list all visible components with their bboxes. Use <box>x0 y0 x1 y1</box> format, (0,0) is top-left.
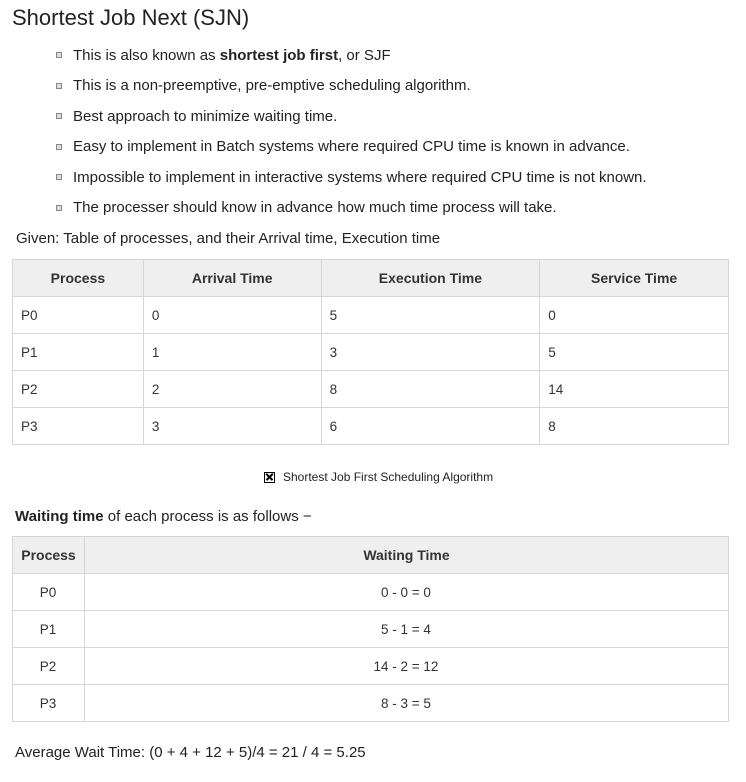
given-text: Given: Table of processes, and their Arrival time, Execution time <box>16 230 441 247</box>
bullet-text: This is also known as shortest job first, or SJF <box>73 46 391 64</box>
bullet-text: Impossible to implement in interactive systems where required CPU time is not known. <box>73 168 647 186</box>
table-cell: P1 <box>13 611 85 648</box>
table-cell: 0 - 0 = 0 <box>84 574 728 611</box>
table-row <box>13 648 729 685</box>
column-header: Arrival Time <box>143 260 321 297</box>
waiting-time-table <box>12 536 729 722</box>
average-wait-time: Average Wait Time: (0 + 4 + 12 + 5)/4 = 21 / 4 = 5.25 <box>15 744 366 761</box>
bullet-list <box>56 40 647 223</box>
table-row <box>13 408 729 445</box>
table-row <box>13 334 729 371</box>
table-cell: 14 <box>540 371 729 408</box>
column-header: Process <box>13 260 144 297</box>
bullet-icon <box>56 52 62 58</box>
table-row <box>13 685 729 722</box>
table-cell: P0 <box>13 297 144 334</box>
image-alt-text: Shortest Job First Scheduling Algorithm <box>283 470 494 484</box>
table-row <box>13 611 729 648</box>
table-cell: 6 <box>321 408 540 445</box>
list-item <box>56 40 647 71</box>
column-header: Process <box>13 537 85 574</box>
table-cell: 5 <box>540 334 729 371</box>
table-cell: P1 <box>13 334 144 371</box>
list-item <box>56 193 647 224</box>
table-cell: 3 <box>143 408 321 445</box>
list-item <box>56 71 647 102</box>
bullet-text: This is a non-preemptive, pre-emptive scheduling algorithm. <box>73 77 471 95</box>
process-table <box>12 259 729 445</box>
broken-image-caption <box>264 470 493 484</box>
list-item <box>56 101 647 132</box>
table-cell: 8 <box>540 408 729 445</box>
table-cell: 8 <box>321 371 540 408</box>
list-item <box>56 162 647 193</box>
column-header: Execution Time <box>321 260 540 297</box>
bullet-icon <box>56 205 62 211</box>
table-cell: 0 <box>540 297 729 334</box>
table-row <box>13 371 729 408</box>
table-cell: 8 - 3 = 5 <box>84 685 728 722</box>
column-header: Service Time <box>540 260 729 297</box>
table-cell: 2 <box>143 371 321 408</box>
bullet-icon <box>56 113 62 119</box>
bullet-icon <box>56 144 62 150</box>
table-row <box>13 574 729 611</box>
bullet-text: The processer should know in advance how much time process will take. <box>73 199 557 217</box>
bullet-icon <box>56 174 62 180</box>
table-header-row <box>13 260 729 297</box>
table-cell: P3 <box>13 685 85 722</box>
bullet-text: Easy to implement in Batch systems where required CPU time is known in advance. <box>73 138 630 156</box>
page-title: Shortest Job Next (SJN) <box>12 5 250 30</box>
table-cell: 5 <box>321 297 540 334</box>
bullet-icon <box>56 83 62 89</box>
table-cell: P3 <box>13 408 144 445</box>
table-cell: P0 <box>13 574 85 611</box>
table-cell: P2 <box>13 371 144 408</box>
bullet-text: Best approach to minimize waiting time. <box>73 107 338 125</box>
table-cell: P2 <box>13 648 85 685</box>
table-header-row <box>13 537 729 574</box>
list-item <box>56 132 647 163</box>
broken-image-icon <box>264 472 275 483</box>
column-header: Waiting Time <box>84 537 728 574</box>
table-row <box>13 297 729 334</box>
table-cell: 0 <box>143 297 321 334</box>
waiting-intro: Waiting time of each process is as follows − <box>15 508 312 525</box>
table-cell: 3 <box>321 334 540 371</box>
table-cell: 5 - 1 = 4 <box>84 611 728 648</box>
table-cell: 14 - 2 = 12 <box>84 648 728 685</box>
table-cell: 1 <box>143 334 321 371</box>
